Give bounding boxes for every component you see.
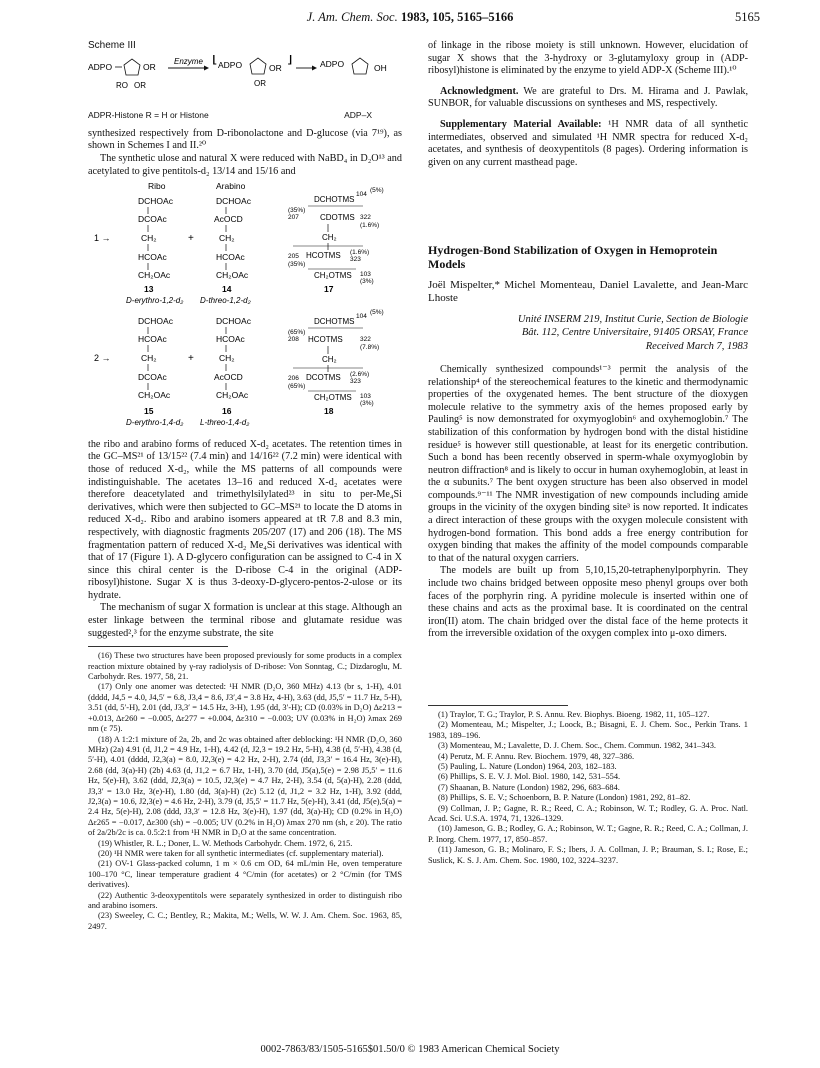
svg-text:CH₂OAc: CH₂OAc [216,390,249,401]
reference-3: (3) Momenteau, M.; Lavalette, D. J. Chem. Soc., Chem. Commun. 1982, 341–343. [438,741,716,751]
compound-14 [200,196,252,305]
svg-text:18: 18 [324,406,334,417]
svg-text:(35%): (35%) [288,207,306,215]
reference-10: (10) Jameson, G. B.; Rodley, G. A.; Robinson, W. T.; Gagne, R. R.; Reed, C. A.; Collman, J. P. Inorg. Chem. 1977, 17, 850–857. [428,824,748,844]
ribose-ring-1 [124,59,140,75]
page-number: 5165 [735,10,760,24]
svg-text:205: 205 [288,253,299,261]
svg-text:323: 323 [350,378,361,386]
article-body-para-2: The models are built up from 5,10,15,20-tetraphenylporphyrin. They include two chains bridged between opposite meso phenyl groups over both faces of the porphyrin ring. A pyridine molecule is inserted within one of these chains and acts as the proximal base. It is coordinated on the central iron(II) atom. The chain bridged over the distal face of the heme protects it from the irreversible oxidation of the oxygen complex into μ-oxo dimers. [428,565,748,640]
svg-text:(7.8%): (7.8%) [360,344,380,352]
footnote-23: (23) Sweeley, C. C.; Bentley, R.; Makita, M.; Wells, W. W. J. Am. Chem. Soc. 1963, 85, 2497. [88,911,402,931]
svg-text:DCOAc: DCOAc [138,372,167,383]
svg-text:CH₂: CH₂ [141,233,157,244]
svg-text:16: 16 [222,406,232,417]
scheme-adpo-1: ADPO [88,61,113,72]
compound-15 [126,316,183,427]
svg-text:(5%): (5%) [370,309,384,317]
svg-text:17: 17 [324,284,334,295]
svg-text:(35%): (35%) [288,261,306,269]
svg-text:(1.6%): (1.6%) [360,222,380,230]
svg-text:L-threo-1,4-d₂: L-threo-1,4-d₂ [200,418,250,428]
footnote-18: (18) A 1:2:1 mixture of 2a, 2b, and 2c was obtained after deblocking: ¹H NMR (D₂O, 360 MHz) (2a) 4.91 (d, J1,2 = 4.9 Hz, 1-H), 4.42 (d, J2,3 = 19.2 Hz, 5-H), 4.38 (d, 5′-H), 4.38 (d, 5′-H), 4.01 (dddd, J2,3(a) = 8.0, J2,3(e) = 4.2 Hz, 2-H), 2.74 (dd, J3,3′ = 16.4 Hz, 3(e)-H), 2.68 (dd, 3(a)-H) (2b) 4.63 (d, J1,2 = 6.7 Hz, 1-H), 3.70 (dd, J5(a),5(e) = 2.98 J5,5′ = 11.6 Hz, 5(e)-H), 3.62 (ddd, J2,3(a) = 10.5, J2,3(e) = 4.7 Hz, 2-H), 3.54 (d, 5(a)-H), 2.28 (ddd, J3,3′ = 13.0 Hz, 3(e)-H), 1.80 (dd, 3(a)-H) (2c) 5.12 (d, J1,2 = 3.2 Hz, 1-H), 3.92 (ddd, J2,3(a) = 10.6, J2,3(e) = 4.6 Hz, 2-H), 3.79 (d, J5,5′ = 11.7 Hz, 5(e)-H), 3.41 (dd, J5(e),5(a) = 2.4 Hz, 5(e)-H), 2.08 (ddd, J3,3′ = 12.8 Hz, 3(e)-H), 1.97 (dd, 3(a)-H); CD (0.2% in H₂O) Δε265 = −0.017, Δε300 (sh) = −0.005; UV (0.2% in H₂O) λmax 270 nm (sh, ε 20). The ratio of 2a/2b/2c is ca. 0.5:2:1 from ¹H NMR in D₂O at the same concentration. [88,734,402,838]
received-date: Received March 7, 1983 [645,341,748,353]
svg-text:CH₂OAc: CH₂OAc [138,390,171,401]
scheme-or-3: OR [254,78,266,88]
svg-text:CH₂: CH₂ [141,353,157,364]
scheme-caption-left: ADPR-Histone R = H or Histone [88,110,209,121]
right-column [428,40,748,866]
reference-6: (6) Phillips, S. E. V. J. Mol. Biol. 1980, 142, 531–554. [438,772,621,782]
svg-text:HCOTMS: HCOTMS [306,251,341,261]
scheme-ro: RO [116,80,128,90]
article-body-para-1: Chemically synthesized compounds¹⁻³ permit the analysis of the relationship⁴ of the stereochemical features to the kinetic and thermodynamic properties of the oxygenated hemes. The bent structure of the dioxygen molecule relative to the symmetry axis of the hemes proposed early by Pauling⁵ is now demonstrated for oxymyoglobin⁶ and oxyhemoglobin.⁷ The stabilization of this conformation by hydrogen bond with the distal histidine residue⁵ is however still questionable, at least for its energetic contribution. Such a bond has been recently observed in sperm-whale oxymyoglobin by neutron diffraction⁸ and is likely to occur in human oxyhemoglobin, at least in the α subunits.⁷ The bent oxygen structure has been also observed in model compounds.⁹⁻¹¹ The NMR investigation of new compounds including amide groups in the vicinity of the oxygen binding site³ is now reported. It indicates a direct interaction of these groups with the oxygen molecule consistent with hydrogen-bond formation. This bond adds a free energy contribution for oxygen binding that makes the affinity of the model compounds comparable to that of the natural oxygen carriers. [428,363,748,564]
scheme-enzyme-label: Enzyme [174,56,203,66]
right-para-1: of linkage in the ribose moiety is still unknown. However, elucidation of sugar X shows that the 3-hydroxy or 3-glutamyloxy group in (ADP-ribosyl)histone is eliminated by the enzyme to yield ADP-X (Scheme III).¹⁰ [428,40,748,77]
svg-text:(65%): (65%) [288,383,306,391]
svg-text:DCHOTMS: DCHOTMS [314,195,355,205]
svg-text:(3%): (3%) [360,278,374,286]
svg-text:15: 15 [144,406,154,417]
reference-7: (7) Shaanan, B. Nature (London) 1982, 296, 683–684. [438,782,620,792]
left-para-3: the ribo and arabino forms of reduced X-d₂ acetates. The retention times in the GC–MS²¹ of 13/15²² (7.4 min) and 14/16²² (7.2 min) were identical with those of reduced X-d₂, while the MS patterns of all compounds were indistinguishable. The acetates 13–16 and reduced X-d₂ acetates were therefore deacetylated and trimethylsilylated²³ in situ to per-Me₄Si derivatives, which were then subjected to GC–MS²¹ to locate the D atoms in reduced X-d₂. Ribo and arabino isomers appeared at tR 7.8 and 8.3 min, respectively, with diagnostic fragments 205/207 (17) and 206 (18). The MS fragmentation pattern of reduced X-d₂ Me₄Si derivatives was identical with that of 17 (Figure 1). A D-glycero configuration can be assigned to C-4 in X since this chiral center is the D-ribose C-4 in the original (ADP-ribosyl)histone. Sugar X is thus 3-deoxy-D-glycero-pentos-2-ulose or its hydrate. [88,438,402,601]
svg-text:206: 206 [288,375,299,383]
svg-text:HCOAc: HCOAc [216,334,245,345]
references-rule [428,705,568,706]
compound-18 [288,309,384,416]
footnote-21: (21) OV-1 Glass-packed column, 1 m × 0.6 cm OD, 64 mL/min He, oven temperature 100–170 °C, linear temperature gradient 4 °C/min (for acetates) or 2 °C/min (for TMS derivatives). [88,859,402,890]
left-para-2: The synthetic ulose and natural X were reduced with NaBD₄ in D₂O¹³ and acetylated to give pentitols-d₂ 13/14 and 15/16 and [88,152,402,177]
year-volume-pages: 1983, 105, 5165–5166 [400,10,514,24]
svg-text:HCOTMS: HCOTMS [308,335,343,345]
svg-text:(2.6%): (2.6%) [350,371,370,379]
svg-text:DCHOAc: DCHOAc [216,316,251,327]
svg-text:(1.6%): (1.6%) [350,249,370,257]
scheme-iii-diagram [88,55,402,105]
compound-17 [288,187,384,294]
footnote-19: (19) Whistler, R. L.; Doner, L. W. Methods Carbohydr. Chem. 1972, 6, 215. [98,838,353,848]
row1-label: 1 → [94,233,111,244]
svg-text:DCHOAc: DCHOAc [138,316,173,327]
svg-text:13: 13 [144,284,154,295]
reference-5: (5) Pauling, L. Nature (London) 1964, 203, 182–183. [438,762,617,772]
scheme-or-2: OR [269,62,282,73]
svg-text:]: ] [288,54,293,65]
svg-text:AcOCD: AcOCD [214,214,243,225]
footnotes-left [88,651,402,932]
compound-13 [126,196,183,305]
scheme-adpo-3: ADPO [320,58,345,69]
svg-text:14: 14 [222,284,232,295]
scheme-caption-right: ADP–X [344,110,372,121]
svg-text:322: 322 [360,214,371,222]
svg-text:D-threo-1,2-d₂: D-threo-1,2-d₂ [200,296,251,306]
reference-4: (4) Perutz, M. F. Annu. Rev. Biochem. 1979, 48, 327–386. [438,751,635,761]
svg-text:CH₂: CH₂ [219,353,235,364]
footnote-16: (16) These two structures have been proposed previously for some products in a complex reaction mixture obtained by γ-ray radiolysis of D-ribose: Von Sonntag, C.; Dizdaroglu, M. Carbohydr. Res. 1977, 58, 21. [88,651,402,682]
footnote-rule [88,646,228,647]
journal-name: J. Am. Chem. Soc. [306,10,398,24]
ribose-ring-3 [352,58,368,74]
scheme-ring-or: OR [134,80,146,90]
svg-text:(65%): (65%) [288,329,306,337]
reference-11: (11) Jameson, G. B.; Molinaro, F. S.; Ibers, J. A. Collman, J. P.; Brauman, S. I.; Rose, E.; Suslick, K. S. J. Am. Chem. Soc. 1980, 102, 3224–3237. [428,845,748,865]
reference-2: (2) Momenteau, M.; Mispelter, J.; Loock, B.; Bisagni, E. J. Chem. Soc., Perkin Trans. 1 1983, 189–196. [428,720,748,740]
svg-text:207: 207 [288,214,299,222]
svg-text:103: 103 [360,271,371,279]
svg-text:104: 104 [356,313,367,321]
svg-text:D-erythro-1,2-d₂: D-erythro-1,2-d₂ [126,296,184,306]
footnote-22: (22) Authentic 3-deoxypentitols were separately synthesized in order to distinguish ribo and arabino isomers. [88,890,402,910]
row2-label: 2 → [94,353,111,364]
svg-text:322: 322 [360,336,371,344]
svg-text:104: 104 [356,191,367,199]
reference-8: (8) Phillips, S. E. V.; Schoenborn, B. P. Nature (London) 1981, 292, 81–82. [438,793,691,803]
reference-9: (9) Collman, J. P.; Gagne, R. R.; Reed, C. A.; Robinson, W. T.; Rodley, G. A. Proc. Natl. Acad. Sci. U.S.A. 1974, 71, 1326–1329. [428,803,748,824]
svg-text:CH₂OAc: CH₂OAc [216,270,249,281]
svg-text:323: 323 [350,256,361,264]
svg-text:[: [ [212,54,217,65]
svg-text:CDOTMS: CDOTMS [320,213,355,223]
svg-text:HCOAc: HCOAc [138,252,167,263]
footnote-17: (17) Only one anomer was detected: ¹H NMR (D₂O, 360 MHz) 4.13 (br s, 1-H), 4.01 (dddd, J4,5 = 4.0, J4,5′ = 6.8, J3,4 = 8.6, J3′,4 = 3.8 Hz, 4-H), 3.63 (dd, J5,5′ = 11.7 Hz, 5-H), 3.51 (dd, 5′-H), 2.01 (dd, J3,3′ = 14.5 Hz, 3-H), 1.95 (dd, 3′-H); CD (0.03% in D₂O) Δε213 = +0.013, Δε260 = −0.005, Δε277 = +0.004, Δε310 = −0.003; UV (0.03% in H₂O) λmax 269 nm (ε 75). [88,682,402,734]
supplementary-text: ¹H NMR data of all synthetic intermediates, observed and simulated ¹H NMR spectra for reduced X-d₂ acetates, and synthesis of deoxypentitols (8 pages). Ordering information is given on any current masthead page. [428,118,748,168]
pentitol-structures-diagram [88,178,402,434]
svg-text:HCOAc: HCOAc [216,252,245,263]
page-footer: 0002-7863/83/1505-5165$01.50/0 © 1983 American Chemical Society [260,1044,560,1055]
references-right [428,710,748,866]
arabino-label: Arabino [216,181,246,192]
running-header [0,10,820,25]
scheme-adpo-2: ADPO [218,59,243,70]
svg-text:DCHOAc: DCHOAc [216,196,251,207]
svg-text:CH₂: CH₂ [322,233,337,243]
ribose-ring-2 [250,58,266,74]
svg-text:(3%): (3%) [360,400,374,408]
svg-text:D-erythro-1,4-d₂: D-erythro-1,4-d₂ [126,418,184,428]
svg-text:208: 208 [288,336,299,344]
supplementary-label: Supplementary Material Available: [440,118,602,130]
svg-text:(5%): (5%) [370,187,384,195]
reference-1: (1) Traylor, T. G.; Traylor, P. S. Annu. Rev. Biophys. Bioeng. 1982, 11, 105–127. [438,710,710,719]
svg-text:DCOTMS: DCOTMS [306,373,341,383]
left-para-1: synthesized respectively from D-ribonolactone and D-glucose (via 7¹⁹), as shown in Schemes I and II.²⁰ [88,127,402,152]
left-column [88,40,402,932]
scheme-oh: OH [374,62,387,73]
acknowledgment-label: Acknowledgment. [440,85,519,97]
svg-text:CH₂: CH₂ [322,355,337,365]
scheme-or-1: OR [143,61,156,72]
acknowledgment-text: We are grateful to Drs. M. Hirama and J. Pawlak, SUNBOR, for valuable discussions on syntheses and MS, respectively. [428,85,748,110]
svg-text:CH₂: CH₂ [219,233,235,244]
svg-text:HCOAc: HCOAc [138,334,167,345]
svg-text:CH₂OTMS: CH₂OTMS [314,271,352,281]
row1-plus: + [188,233,194,245]
svg-text:CH₂OTMS: CH₂OTMS [314,393,352,403]
ribo-label: Ribo [148,181,166,192]
row2-plus: + [188,353,194,365]
svg-text:CH₂OAc: CH₂OAc [138,270,171,281]
svg-text:DCHOAc: DCHOAc [138,196,173,207]
article-authors: Joël Mispelter,* Michel Momenteau, Daniel Lavalette, and Jean-Marc Lhoste [428,279,748,305]
article-title: Hydrogen-Bond Stabilization of Oxygen in Hemoprotein Models [428,243,718,272]
svg-text:AcOCD: AcOCD [214,372,243,383]
footnote-20: (20) ¹H NMR were taken for all synthetic intermediates (cf. supplementary material). [98,848,384,858]
affiliation-line-1: Unité INSERM 219, Institut Curie, Section de Biologie [517,314,748,326]
compound-16 [200,316,252,427]
affiliation-line-2: Bât. 112, Centre Universitaire, 91405 ORSAY, France [521,327,748,339]
svg-text:DCHOTMS: DCHOTMS [314,317,355,327]
left-para-4: The mechanism of sugar X formation is unclear at this stage. Although an ester linkage between the terminal ribose and glutamate residue was suggested²,³ for the enzyme substrate, the site [88,602,402,639]
scheme-title: Scheme III [88,40,136,51]
svg-text:103: 103 [360,393,371,401]
svg-text:DCOAc: DCOAc [138,214,167,225]
